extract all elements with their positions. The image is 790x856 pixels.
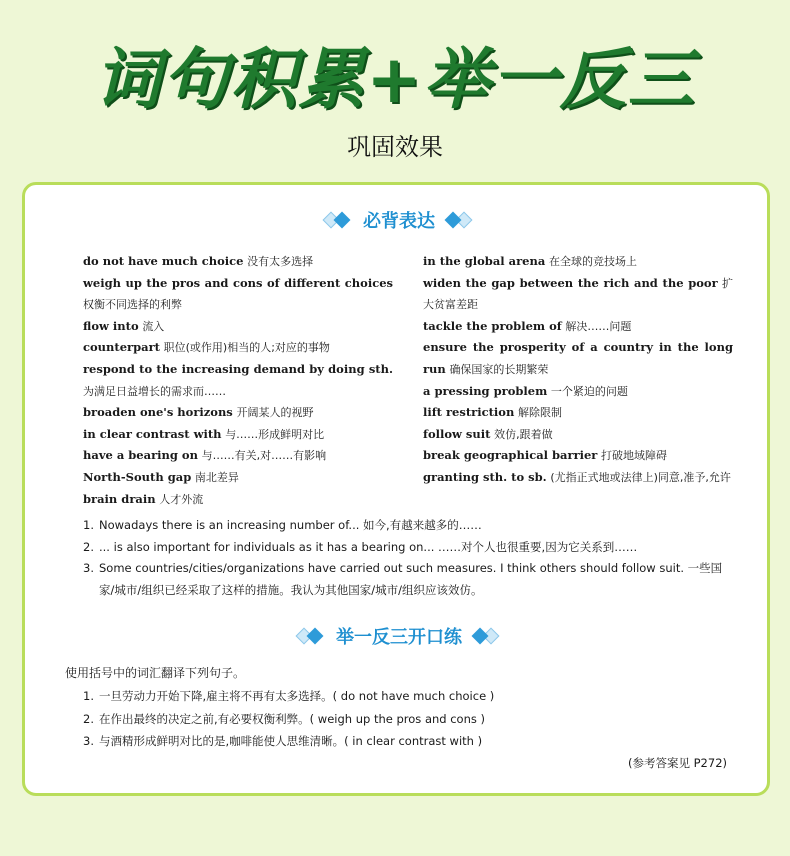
- expression-item: in the global arena 在全球的竞技场上: [423, 254, 637, 268]
- practice-item: 2. 在作出最终的决定之前,有必要权衡利弊。( weigh up the pros and cons ): [83, 711, 486, 726]
- expression-item: tackle the problem of 解决……问题: [423, 318, 632, 333]
- expression-item: weigh up the pros and cons of different choices 权衡不同选择的利弊: [83, 275, 393, 312]
- expression-item: respond to the increasing demand by doing sth. 为满足日益增长的需求而……: [83, 361, 393, 398]
- practice-item: 3. 与酒精形成鲜明对比的是,咖啡能使人思维清晰。( in clear contrast with ): [83, 734, 483, 748]
- expression-item: have a bearing on 与……有关,对……有影响: [83, 448, 327, 463]
- diamond-left-icon: [323, 211, 353, 229]
- practice-list: [83, 685, 733, 753]
- section-heading-expressions: [25, 207, 773, 233]
- diamond-right-icon: [445, 211, 475, 229]
- expression-item: ensure the prosperity of a country in the long run 确保国家的长期繁荣: [423, 340, 733, 376]
- expression-item: do not have much choice 没有太多选择: [83, 254, 314, 268]
- expression-item: widen the gap between the rich and the poor 扩大贫富差距: [423, 275, 733, 312]
- sentence-item: 3. Some countries/cities/organizations have carried out such measures. I think others should follow suit. 一些国家/城市/组织已经采取了这样的措施。我认为其他国家/城市/组织应该效仿。: [83, 561, 723, 597]
- expression-item: a pressing problem 一个紧迫的问题: [423, 383, 628, 398]
- expression-item: granting sth. to sb. (尤指正式地或法律上)同意,准予,允许: [423, 469, 731, 484]
- section-heading-practice: [25, 623, 773, 649]
- diamond-right-icon: [472, 627, 502, 645]
- page-subtitle: 巩固效果: [347, 133, 443, 161]
- answer-reference: (参考答案见 P272): [627, 756, 727, 770]
- expression-item: in clear contrast with 与……形成鲜明对比: [83, 426, 325, 441]
- section-title: 必背表达: [363, 211, 435, 232]
- sentence-patterns: [83, 515, 733, 601]
- practice-instructions: 使用括号中的词汇翻译下列句子。: [65, 666, 246, 680]
- page-title: 词句积累+举一反三: [94, 41, 696, 118]
- section-title: 举一反三开口练: [336, 627, 462, 648]
- expression-item: flow into 流入: [83, 318, 165, 333]
- diamond-left-icon: [296, 627, 326, 645]
- expressions-left-column: [83, 251, 393, 510]
- sentence-item: 2. ... is also important for individuals as it has a bearing on... ……对个人也很重要,因为它关系到……: [83, 539, 638, 554]
- expression-item: counterpart 职位(或作用)相当的人;对应的事物: [83, 340, 330, 355]
- expression-item: North-South gap 南北差异: [83, 469, 239, 484]
- expression-item: lift restriction 解除限制: [423, 405, 562, 420]
- expressions-right-column: [423, 251, 733, 489]
- expression-item: break geographical barrier 打破地域障碍: [423, 448, 668, 463]
- content-card: [22, 182, 770, 796]
- sentence-item: 1. Nowadays there is an increasing number of... 如今,有越来越多的……: [83, 518, 482, 532]
- expression-item: follow suit 效仿,跟着做: [423, 426, 553, 441]
- expression-item: brain drain 人才外流: [83, 491, 204, 506]
- expression-item: broaden one's horizons 开阔某人的视野: [83, 405, 314, 420]
- practice-item: 1. 一旦劳动力开始下降,雇主将不再有太多选择。( do not have much choice ): [83, 689, 495, 703]
